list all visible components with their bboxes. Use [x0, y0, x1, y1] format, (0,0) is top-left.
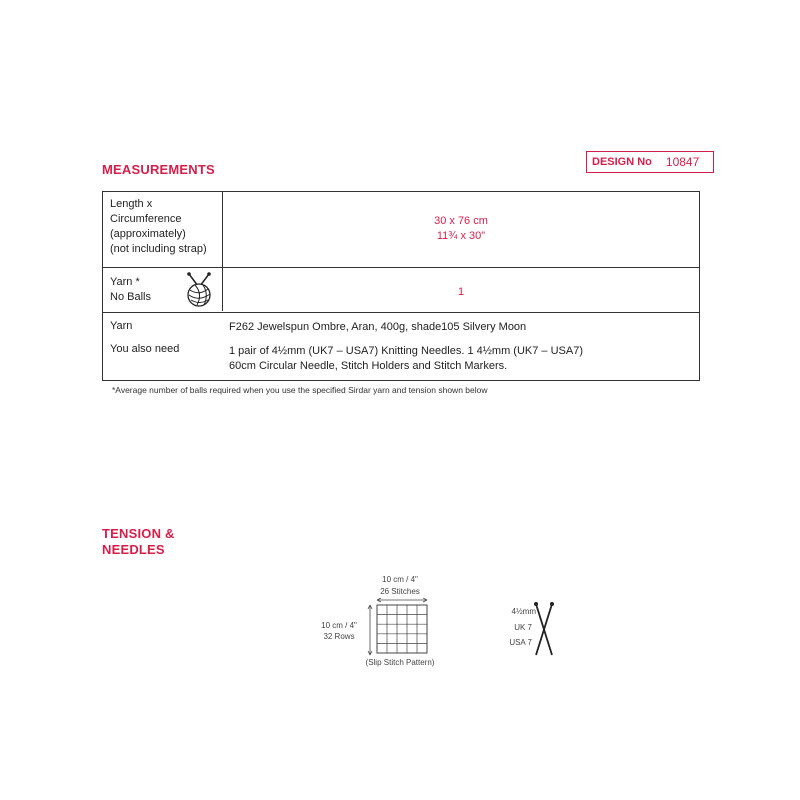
measurements-heading: MEASUREMENTS: [102, 162, 215, 177]
gauge-height-arrow: [366, 604, 374, 656]
size-label: [110, 197, 207, 257]
yarn-label: Yarn: [110, 320, 133, 332]
gauge-stitches-label: 26 Stitches: [380, 587, 420, 596]
yarn-balls-value: 1: [457, 286, 465, 298]
also-need-line: 1 pair of 4½mm (UK7 – USA7) Knitting Needles. 1 4½mm (UK7 – USA7): [229, 345, 583, 357]
row-divider: [103, 267, 699, 268]
needle-size-label: 4½mm: [511, 607, 536, 616]
yarn-value: F262 Jewelspun Ombre, Aran, 400g, shade105 Silvery Moon: [229, 321, 527, 333]
footnote: *Average number of balls required when you use the specified Sirdar yarn and tension shown below: [112, 385, 488, 395]
design-number-box: [586, 151, 714, 173]
size-value: [223, 214, 699, 244]
knitting-needles-icon: [532, 600, 556, 658]
tension-square-icon: [375, 598, 431, 656]
gauge-rows-label: 32 Rows: [323, 632, 355, 641]
yarn-balls-label-line: No Balls: [110, 291, 151, 303]
also-need-line: 60cm Circular Needle, Stitch Holders and Stitch Markers.: [229, 360, 508, 372]
tension-heading-line: TENSION &: [102, 526, 175, 541]
design-number: 10847: [665, 155, 700, 169]
measurements-table: [102, 191, 700, 381]
needle-usa-label: USA 7: [509, 638, 532, 647]
yarn-balls-label-line: Yarn *: [110, 276, 140, 288]
size-label-line: Circumference: [110, 213, 182, 225]
size-value-inches: 11¾ x 30": [436, 230, 486, 242]
size-value-cm: 30 x 76 cm: [434, 215, 488, 227]
tension-heading-line: NEEDLES: [102, 542, 165, 557]
gauge-width-label: 10 cm / 4": [382, 575, 418, 584]
yarn-ball-icon: [183, 272, 215, 308]
yarn-balls-label: [110, 275, 151, 305]
gauge-height-label: 10 cm / 4": [321, 621, 357, 630]
gauge-pattern-label: (Slip Stitch Pattern): [365, 658, 435, 667]
tension-heading: [102, 526, 222, 558]
row-divider: [103, 312, 699, 313]
size-label-line: Length x: [110, 198, 153, 210]
also-need-label: You also need: [110, 343, 180, 355]
size-label-line: (not including strap): [110, 243, 207, 255]
needle-uk-label: UK 7: [514, 623, 532, 632]
design-label: DESIGN No: [592, 156, 652, 168]
also-need-value: [229, 344, 583, 374]
size-label-line: (approximately): [110, 228, 186, 240]
